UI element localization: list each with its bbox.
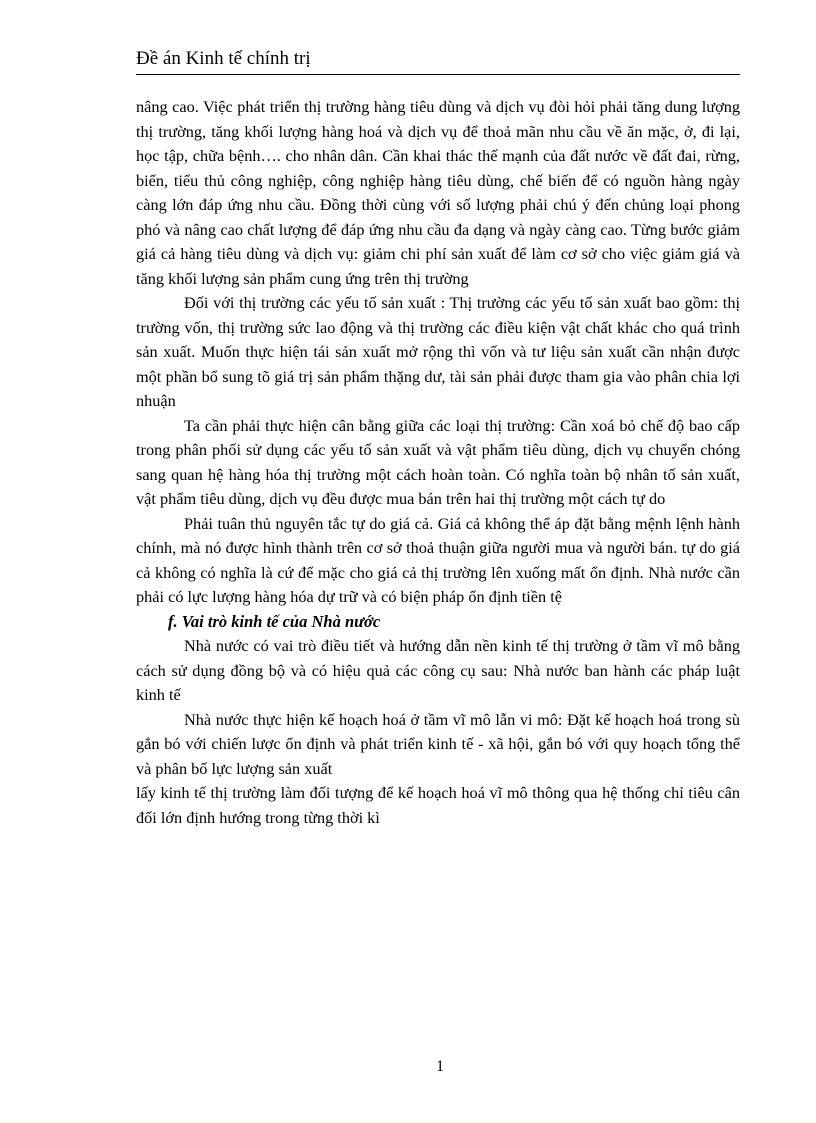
paragraph-1: nâng cao. Việc phát triển thị trường hàng tiêu dùng và dịch vụ đòi hỏi phải tăng dung lượng thị trường, tăng khối lượng hàng hoá và dịch vụ để thoả mãn nhu cầu về ăn mặc, ở, đi lại, học tập, chữa bệnh…. cho nhân dân. Cần khai thác thế mạnh của đất nước về đất đai, rừng, biển, tiểu thủ công nghiệp, công nghiệp hàng tiêu dùng, chế biến để có nguồn hàng ngày càng lớn đáp ứng nhu cầu. Đồng thời cùng với số lượng phải chú ý đến chủng loại phong phó và nâng cao chất lượng để đáp ứng nhu cầu đa dạng và ngày càng cao. Từng bước giảm giá cả hàng tiêu dùng và dịch vụ: giảm chi phí sản xuất để làm cơ sở cho việc giảm giá và tăng khối lượng sản phẩm cung ứng trên thị trường [136, 97, 740, 288]
paragraph-7: lấy kinh tế thị trường làm đối tượng để kế hoạch hoá vĩ mô thông qua hệ thống chỉ tiêu cân đối lớn định hướng trong từng thời kì [136, 783, 740, 827]
section-heading: f. Vai trò kinh tế của Nhà nước [168, 611, 381, 631]
paragraph-6: Nhà nước thực hiện kế hoạch hoá ở tầm vĩ mô lẫn vi mô: Đặt kế hoạch hoá trong sù gắn bó với chiến lược ổn định và phát triển kinh tế - xã hội, gắn bó với quy hoạch tổng thể và phân bố lực lượng sản xuất [136, 709, 740, 778]
paragraph-2: Đối với thị trường các yếu tố sản xuất : Thị trường các yếu tố sản xuất bao gồm: thị trường vốn, thị trường sức lao động và thị trường các điều kiện vật chất khác cho quá trình sản xuất. Muốn thực hiện tái sản xuất mở rộng thì vốn và tư liệu sản xuất cần nhận được một phần bổ sung tõ giá trị sản phẩm thặng dư, tài sản phải được tham gia vào phân chia lợi nhuận [136, 293, 740, 410]
paragraph-5: Nhà nước có vai trò điều tiết và hướng dẫn nền kinh tế thị trường ở tầm vĩ mô bằng cách sử dụng đồng bộ và có hiệu quả các công cụ sau: Nhà nước ban hành các pháp luật kinh tế [136, 636, 740, 704]
document-body [136, 95, 740, 830]
document-header [136, 46, 740, 75]
paragraph-4: Phải tuân thủ nguyên tắc tự do giá cả. Giá cả không thể áp đặt bằng mệnh lệnh hành chính, mà nó được hình thành trên cơ sở thoả thuận giữa người mua và người bán. tự do giá cả không có nghĩa là cứ để mặc cho giá cả thị trường lên xuống mất ổn định. Nhà nước cần phải có lực lượng hàng hóa dự trữ và có biện pháp ổn định tiền tệ [136, 513, 740, 606]
header-title: Đề án Kinh tế chính trị [136, 48, 311, 69]
page-number: 1 [436, 1058, 444, 1075]
paragraph-3: Ta cần phải thực hiện cân bằng giữa các loại thị trường: Cần xoá bỏ chế độ bao cấp trong phân phối sử dụng các yếu tố sản xuất và vật phẩm tiêu dùng, dịch vụ chuyển chóng sang quan hệ hàng hóa thị trường một cách hoàn toàn. Có nghĩa toàn bộ nhân tố sản xuất, vật phẩm tiêu dùng, dịch vụ đều được mua bán trên hai thị trường một cách tự do [136, 415, 740, 508]
